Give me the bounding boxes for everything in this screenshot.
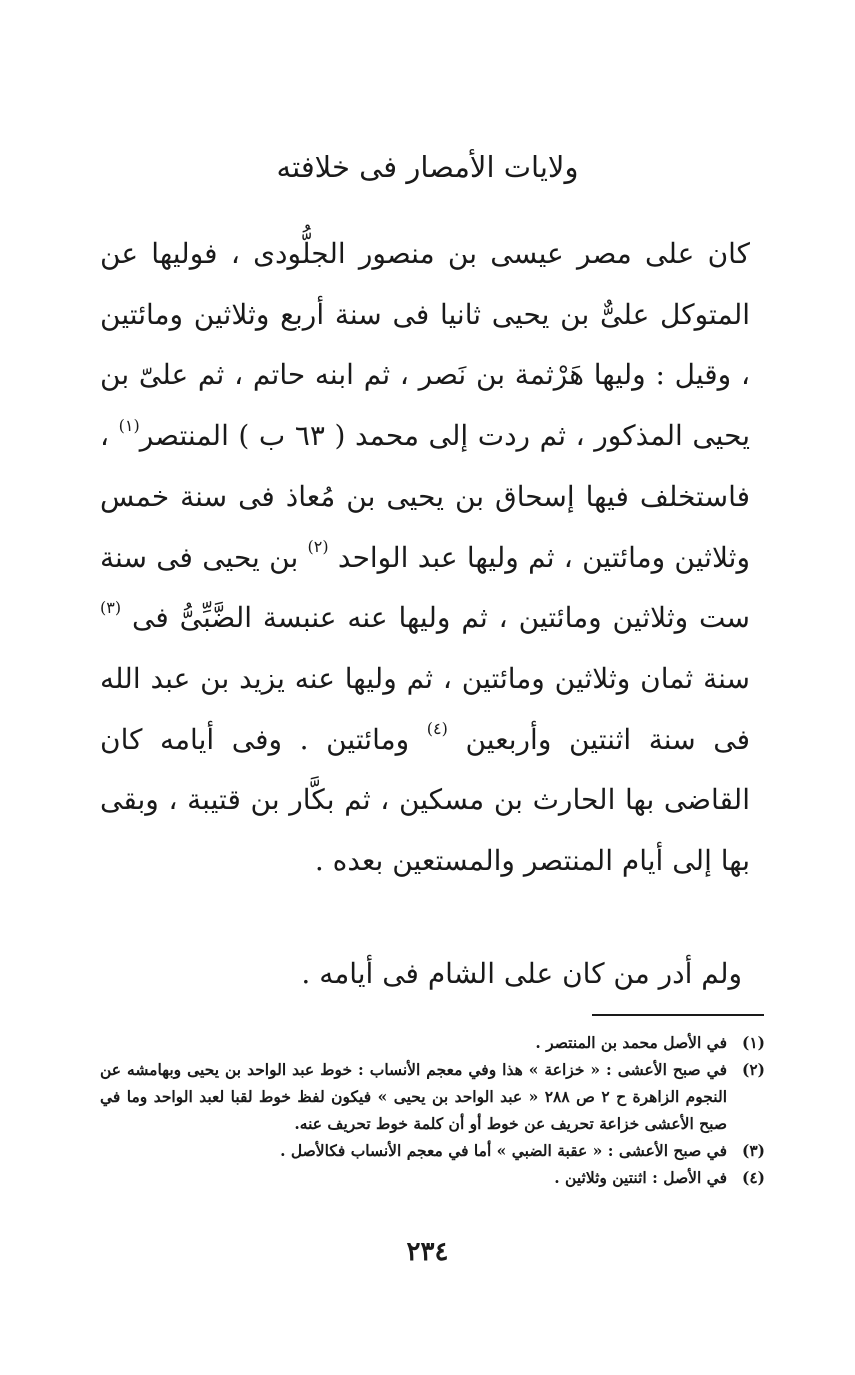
footnote-text: في صبح الأعشى : « خزاعة » هذا وفي معجم الأنساب : خوط عبد الواحد بن يحيى وبهامشه عن النجوم الزاهرة ح ٢ ص ٢٨٨ « عبد الواحد بن يحيى » فيكون لفظ خوط لقبا لعبد الواحد وما في صبح الأعشى خزاعة تحريف عن خوط أو أن كلمة خوط تحريف عنه. [100, 1060, 727, 1133]
page-number: ٢٣٤ [406, 1237, 449, 1267]
paragraph-part-2: ، فاستخلف فيها إسحاق بن يحيى بن مُعاذ فى سنة خمس وثلاثين ومائتين ، ثم وليها عبد الواحد [100, 419, 750, 574]
paragraph-part-5: ومائتين . وفى أيامه كان القاضى بها الحارث بن مسكين ، ثم بكَّار بن قتيبة ، وبقى بها إلى أيام المنتصر والمستعين بعده . [100, 722, 750, 878]
footnotes [100, 1029, 765, 1191]
footnote-text: في الأصل محمد بن المنتصر . [535, 1033, 727, 1052]
footnote-1 [100, 1029, 765, 1056]
footnote-3 [100, 1137, 765, 1164]
footnote-separator [592, 1014, 764, 1016]
footnote-ref-4: (٤) [426, 719, 448, 739]
footnote-number: (٤) [741, 1168, 765, 1187]
paragraph-part-3: بن يحيى فى سنة ست وثلاثين ومائتين ، ثم وليها عنه عنبسة الضَّبِّىُّ فى [100, 540, 750, 635]
paragraph-part-1: كان على مصر عيسى بن منصور الجلُّودى ، فوليها عن المتوكل علىٌّ بن يحيى ثانيا فى سنة أربع وثلاثين ومائتين ، وقيل : وليها هَرْثمة بن نَصر ، ثم ابنه حاتم ، ثم علىّ بن يحيى المذكور ، ثم ردت إلى محمد ( ٦٣ ب ) المنتصر [100, 237, 750, 453]
footnote-number: (٣) [741, 1141, 765, 1160]
footnote-4 [100, 1164, 765, 1191]
closing-sentence: ولم أدر من كان على الشام فى أيامه . [301, 957, 742, 990]
footnote-text: في الأصل : اثنتين وثلاثين . [554, 1168, 727, 1187]
section-heading: ولايات الأمصار فى خلافته [276, 150, 579, 184]
footnote-number: (٢) [741, 1060, 765, 1079]
main-paragraph [100, 224, 750, 892]
footnote-ref-1: (١) [118, 415, 140, 435]
footnote-number: (١) [741, 1033, 765, 1052]
footnote-ref-2: (٢) [307, 537, 329, 557]
footnote-ref-3: (٣) [100, 597, 122, 617]
footnote-text: في صبح الأعشى : « عقبة الضبي » أما في معجم الأنساب فكالأصل . [280, 1141, 727, 1160]
paragraph-part-4: سنة ثمان وثلاثين ومائتين ، ثم وليها عنه يزيد بن عبد الله فى سنة اثنتين وأربعين [100, 661, 751, 756]
footnote-2 [100, 1056, 765, 1137]
